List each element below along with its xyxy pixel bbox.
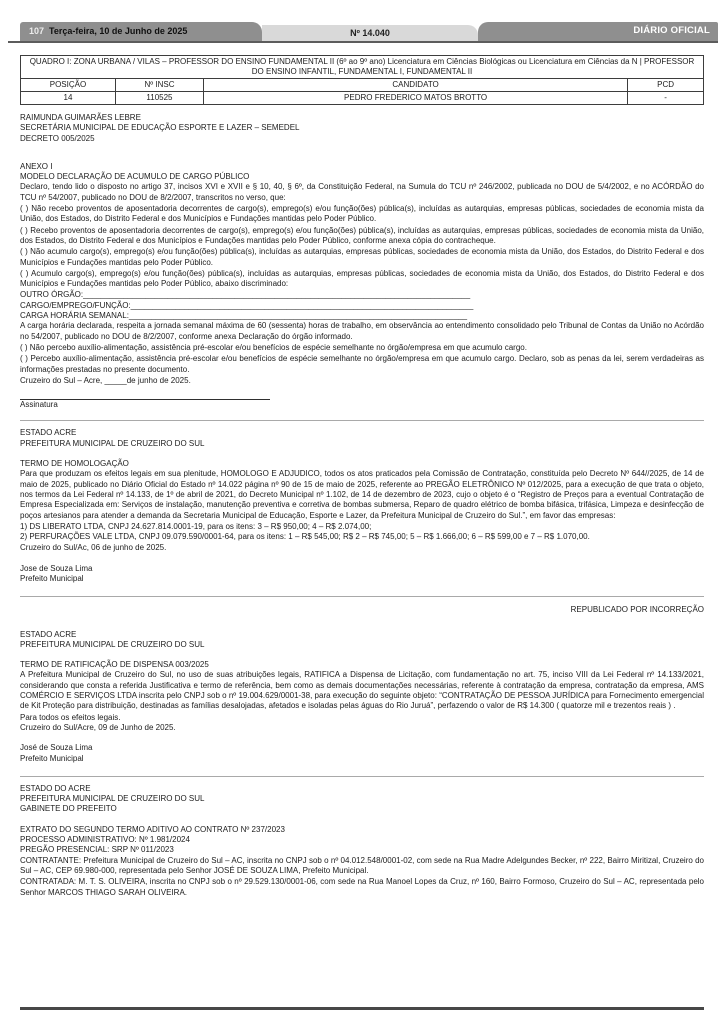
paragraph: A carga horária declarada, respeita a jornada semanal máxima de 60 (sessenta) horas de trabalho, em observância ao entendimento consolidado pelo Tribunal de Contas da União no Acórdão no 54/2007, publicado no DOU de 8/2/2007, conforme anexa Declaração do órgão informado. [20, 321, 704, 341]
page-end-rule [20, 1007, 704, 1010]
paragraph: ( ) Acumulo cargo(s), emprego(s) e/ou função(ões) pública(s), incluídas as autarquias, empresas públicas, sociedades de economia mista da União, dos Estados, do Distrito Federal e dos Municípios e Fundações mantidas pelo Poder Público, abaixo discriminado: [20, 268, 704, 289]
table-title: QUADRO I: ZONA URBANA / VILAS – PROFESSOR DO ENSINO FUNDAMENTAL II (6º ao 9º ano) Licenciatura em Ciências Biológicas ou Licenciatura em Ciências da N | PROFESSOR DO ENSINO INFANTIL, FUNDAMENTAL I, FUNDAMENTAL II [21, 56, 704, 79]
org-office: GABINETE DO PREFEITO [20, 804, 117, 814]
org-header [20, 428, 704, 449]
anexo-heading [20, 162, 704, 183]
org-state: ESTADO DO ACRE [20, 783, 91, 793]
org-header [20, 630, 704, 651]
award-item: 2) PERFURAÇÕES VALE LTDA, CNPJ 09.079.590/0001-64, para os itens: 1 – R$ 545,00; R$ 2 – R$ 745,00; 5 – R$ 1.666,00; 6 – R$ 599,00 e 7 – R$ 1.070,00. [20, 532, 590, 542]
declaration-body [20, 182, 704, 386]
table-title-row [21, 56, 704, 79]
section-divider [20, 420, 704, 421]
cell-pcd: - [628, 92, 704, 105]
anexo-subtitle: MODELO DECLARAÇÃO DE ACUMULO DE CARGO PÚBLICO [20, 172, 250, 182]
col-header-candidato: CANDIDATO [204, 79, 628, 92]
signature-label: Assinatura [20, 400, 58, 410]
page-content [20, 43, 704, 1024]
contratada-paragraph: CONTRATADA: M. T. S. OLIVEIRA, inscrita no CNPJ sob o nº 29.529.130/0001-06, com sede na Rua Manoel Lopes da Cruz, nº 160, Bairro Formoso, Cruzeiro do Sul – AC, representada pelo Senhor MARCOS THIAGO SARAH OLIVEIRA. [20, 877, 704, 897]
cell-insc: 110525 [115, 92, 203, 105]
col-header-posicao: POSIÇÃO [21, 79, 116, 92]
award-item: 1) DS LIBERATO LTDA, CNPJ 24.627.814.0001-19, para os itens: 3 – R$ 950,00; 4 – R$ 2.074,00; [20, 521, 372, 531]
process-number: PROCESSO ADMINISTRATIVO: Nº 1.981/2024 [20, 835, 190, 845]
place-date-line: Cruzeiro do Sul – Acre, _____de junho de 2025. [20, 375, 191, 385]
org-header [20, 784, 704, 815]
signer-name: José de Souza Lima [20, 743, 93, 753]
blank-field-carga-horaria: CARGA HORÁRIA SEMANAL:____________________________________________________________________________ [20, 311, 468, 321]
org-state: ESTADO ACRE [20, 629, 77, 639]
section-divider [20, 596, 704, 597]
paragraph: Declaro, tendo lido o disposto no artigo 37, incisos XVI e XVII e § 10, 40, § 6º, da Constituição Federal, na Sumula do TCU nº 246/2002, publicada no DOU de 5/4/2002, e no ACÓRDÃO do TCU nº 54/2007, publicado no DOU de 8/2/2007, transcritos no verso, que: [20, 182, 704, 202]
anexo-title: ANEXO I [20, 161, 53, 171]
place-date-line: Cruzeiro do Sul/Ac, 06 de junho de 2025. [20, 543, 167, 553]
cell-posicao: 14 [21, 92, 116, 105]
signer-block [20, 743, 704, 764]
paragraph: ( ) Não acumulo cargo(s), emprego(s) e/ou função(ões) pública(s), incluídas as autarquias, empresas públicas, sociedades de economia mista da União, dos Estados, do Distrito Federal e dos Municípios e Fundações mantidas pelo Poder Público. [20, 247, 704, 267]
edition-date: Terça-feira, 10 de Junho de 2025 [49, 26, 188, 37]
paragraph: ( ) Percebo auxílio-alimentação, assistência pré-escolar e/ou benefícios de espécie semelhante no órgão/empresa em que acumulo cargo. Declaro, sob as penas da lei, serem verdadeiras as informações prestadas no presente documento. [20, 354, 704, 374]
paragraph: ( ) Recebo proventos de aposentadoria decorrentes de cargo(s), emprego(s) e/ou função(ões) pública(s), incluídas as autarquias, empresas públicas, sociedades de economia mista da União, dos Estados, do Distrito Federal e dos Municípios e Fundações mantidas pelo Poder Público, conforme anexa cópia do contracheque. [20, 225, 704, 245]
section-title: EXTRATO DO SEGUNDO TERMO ADITIVO AO CONTRATO Nº 237/2023 [20, 824, 285, 834]
section-title: TERMO DE HOMOLOGAÇÃO [20, 459, 129, 469]
section-title: TERMO DE RATIFICAÇÃO DE DISPENSA 003/2025 [20, 660, 209, 670]
org-municipality: PREFEITURA MUNICIPAL DE CRUZEIRO DO SUL [20, 438, 205, 448]
semedel-signature-block [20, 113, 704, 144]
col-header-insc: Nº INSC [115, 79, 203, 92]
table-row [21, 92, 704, 105]
signer-title: Prefeito Municipal [20, 753, 84, 763]
cell-candidato: PEDRO FREDERICO MATOS BROTTO [204, 92, 628, 105]
paragraph: ( ) Não percebo auxílio-alimentação, assistência pré-escolar e/ou benefícios de espécie semelhante no órgão/empresa em que acumulo cargo. [20, 342, 527, 352]
republication-note: REPUBLICADO POR INCORREÇÃO [570, 605, 704, 615]
paragraph: A Prefeitura Municipal de Cruzeiro do Sul, no uso de suas atribuições legais, RATIFICA a Dispensa de Licitação, com fundamentação no art. 75, inciso VIII da Lei Federal nº 14.133/2021, considerando que consta a referida Justificativa e termo de referência, bem como as demais documentações necessárias, referente à contratação da empresa, contratação da empresa, AMS COMÉRCIO E SERVIÇOS LTDA inscrita pelo CNPJ sob o nº 19.004.629/0001-38, para execução do seguinte objeto: “CONTRATAÇÃO DE PESSOA JURÍDICA para Fornecimento emergencial de Kit Proteção para distribuição, destinadas as famílias desalojadas, afetados e isoladas pelas águas do Rio Juruá”, perfazendo o valor de R$ 14.300 ( quatorze mil e trezentos reais ) . [20, 670, 704, 711]
pregao-number: PREGÃO PRESENCIAL: SRP Nº 011/2023 [20, 845, 174, 855]
org-municipality: PREFEITURA MUNICIPAL DE CRUZEIRO DO SUL [20, 794, 205, 804]
signer-name: RAIMUNDA GUIMARÃES LEBRE [20, 113, 141, 122]
decree-number: DECRETO 005/2025 [20, 133, 95, 143]
signer-title: SECRETÁRIA MUNICIPAL DE EDUCAÇÃO ESPORTE E LAZER – SEMEDEL [20, 123, 300, 133]
signer-block [20, 564, 704, 585]
org-state: ESTADO ACRE [20, 428, 77, 438]
edition-date-tab [20, 22, 262, 41]
section-divider [20, 776, 704, 777]
closing-line: Para todos os efeitos legais. [20, 712, 121, 722]
paragraph: Para que produzam os efeitos legais em sua plenitude, HOMOLOGO E ADJUDICO, todos os atos praticados pela Comissão de Contratação, constituída pelo Decreto Nº 644//2025, de 14 de maio de 2025, publicado no Diário Oficial do Estado nº 14.022 página nº 90 de 15 de maio de 2025, referente ao PREGÃO ELETRÔNICO Nº 012/2025, para a execução de que trata o objeto, nos termos da Lei Federal nº 14.133, de 1º de abril de 2021, do Decreto Municipal nº 1.102, de 14 de dezembro de 2023, cujo o objeto é o “Registro de Preços para a eventual Contratação de Empresa Especializada em: Serviços de instalação, manutenção preventiva e corretiva de bombas submersa, Reparo de quadro elétrico de bomba bifásica, trifásica, Limpeza e desinfecção de poços artesianos para atender a demanda da Secretaria Municipal de Educação, Esporte e Lazer, da Prefeitura Municipal de Cruzeiro do Sul.”, em favor das empresas: [20, 469, 704, 520]
org-municipality: PREFEITURA MUNICIPAL DE CRUZEIRO DO SUL [20, 639, 205, 649]
table-header-row [21, 79, 704, 92]
paragraph: ( ) Não recebo proventos de aposentadoria decorrentes de cargo(s), emprego(s) e/ou função(ões) pública(s), incluídas as autarquias, empresas públicas, sociedades de economia mista da União, dos Estados, do Distrito Federal e dos Municípios e Fundações mantidas pelo Poder Público. [20, 204, 704, 224]
blank-field-cargo: CARGO/EMPREGO/FUNÇÃO:_____________________________________________________________________________ [20, 300, 474, 310]
place-date-line: Cruzeiro do Sul/Acre, 09 de Junho de 2025. [20, 722, 176, 732]
quadro-table [20, 55, 704, 105]
masthead-title: DIÁRIO OFICIAL [478, 22, 718, 41]
blank-field-orgao: OUTRO ÓRGÃO:_______________________________________________________________________________________ [20, 290, 471, 300]
issue-number: Nº 14.040 [262, 25, 478, 41]
edition-number: 107 [29, 26, 45, 37]
signer-title: Prefeito Municipal [20, 573, 84, 583]
signer-name: Jose de Souza Lima [20, 563, 93, 573]
contratante-paragraph: CONTRATANTE: Prefeitura Municipal de Cruzeiro do Sul – AC, inscrita no CNPJ sob o nº 04.012.548/0001-02, com sede na Rua Madre Adelgundes Becker, nº 222, Bairro Miritizal, Cruzeiro do Sul – AC, CEP 69.980-000, representada pelo Senhor JOSÉ DE SOUZA LIMA, Prefeito Municipal. [20, 855, 704, 875]
masthead-bar [8, 22, 718, 43]
col-header-pcd: PCD [628, 79, 704, 92]
